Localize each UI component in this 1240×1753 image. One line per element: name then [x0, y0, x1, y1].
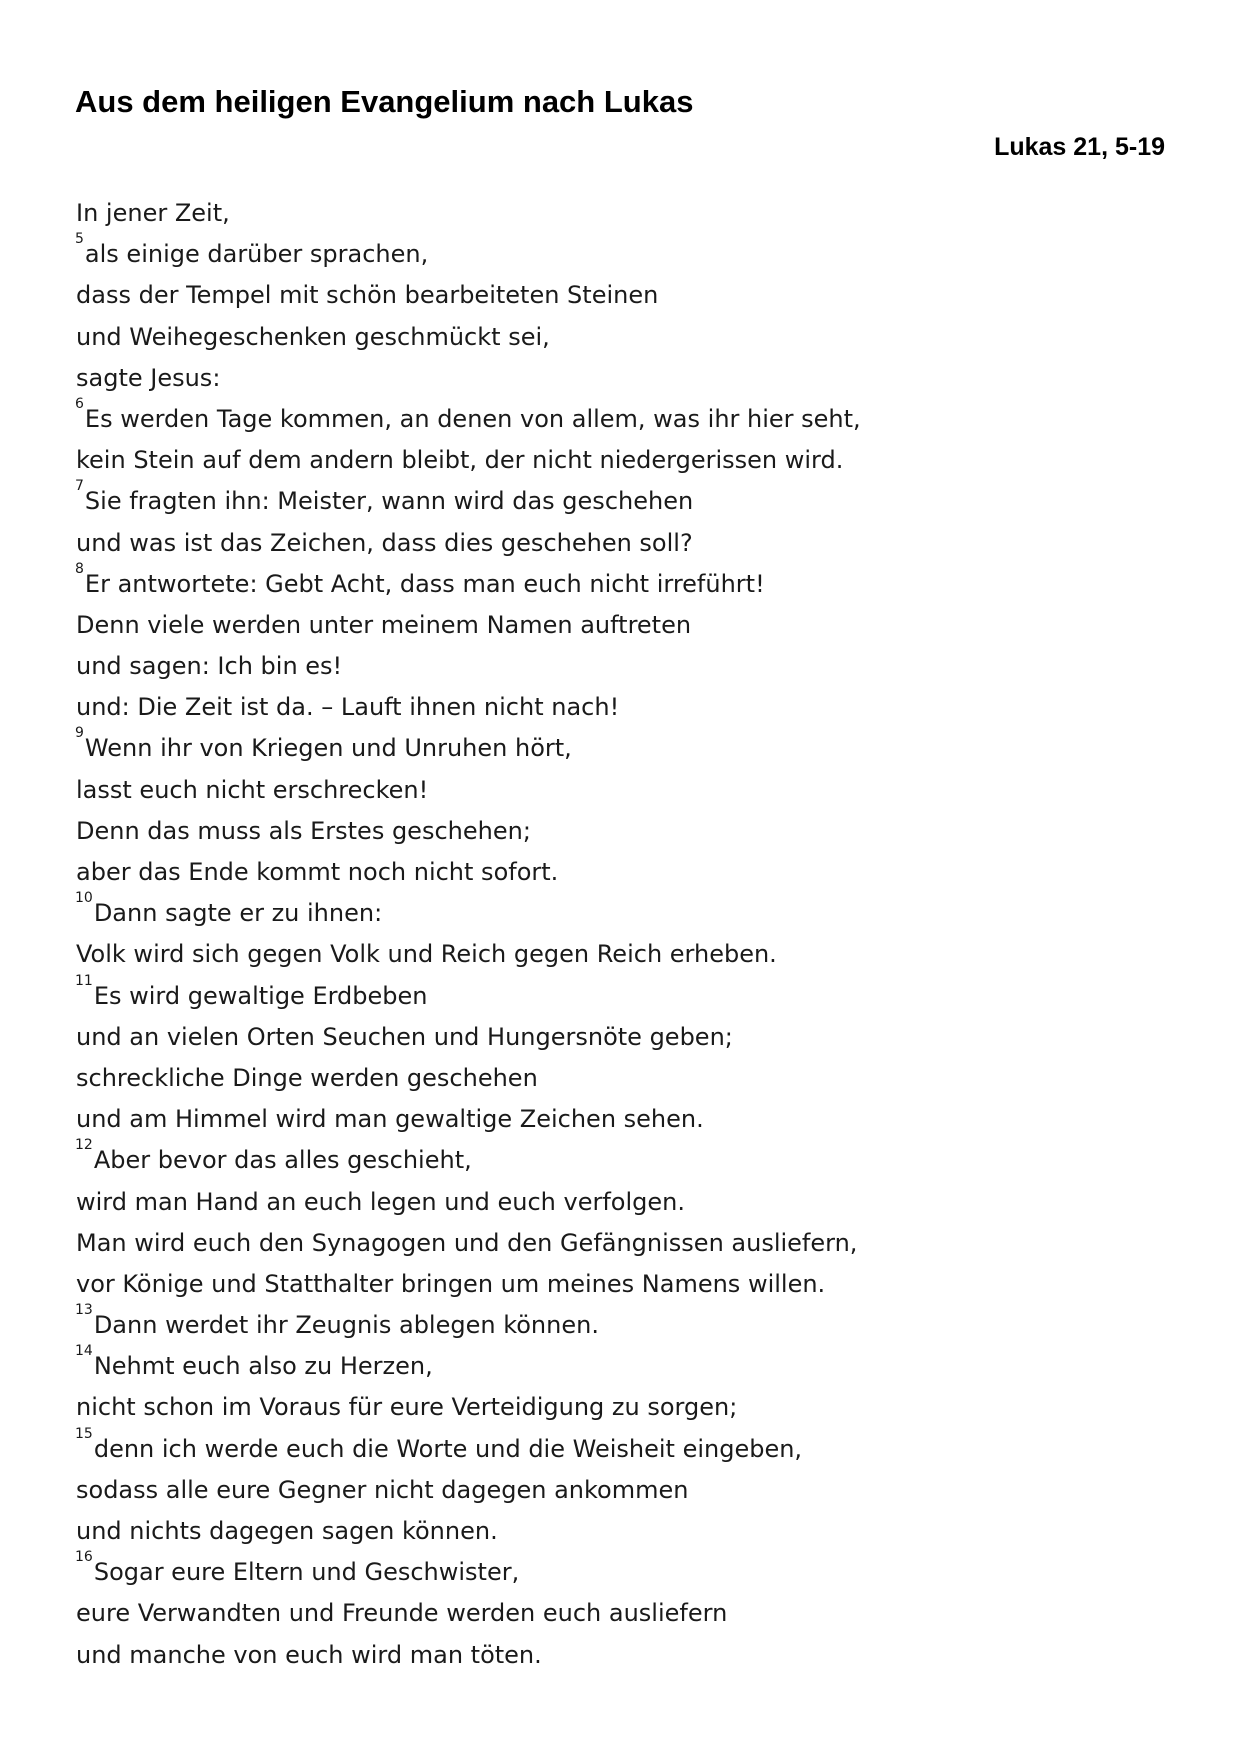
- line-text: Wenn ihr von Kriegen und Unruhen hört,: [84, 734, 572, 763]
- text-line: [75, 188, 1075, 229]
- line-text: Dann werdet ihr Zeugnis ablegen können.: [93, 1311, 599, 1340]
- verse-number: 14: [75, 1343, 93, 1360]
- text-line: [75, 1341, 1075, 1382]
- text-line: [75, 394, 1075, 435]
- text-line: [75, 1630, 1075, 1671]
- text-line: [75, 1424, 1075, 1465]
- verse-number: 10: [75, 890, 93, 907]
- text-line: [75, 435, 1075, 476]
- line-text: Man wird euch den Synagogen und den Gefängnissen ausliefern,: [76, 1228, 858, 1257]
- text-line: [75, 682, 1075, 723]
- line-text: und Weihegeschenken geschmückt sei,: [76, 322, 550, 351]
- verse-number: 5: [75, 231, 84, 248]
- line-text: dass der Tempel mit schön bearbeiteten Steinen: [76, 281, 659, 310]
- line-text: denn ich werde euch die Worte und die Weisheit eingeben,: [93, 1434, 803, 1463]
- line-text: und an vielen Orten Seuchen und Hungersnöte geben;: [76, 1022, 733, 1051]
- text-line: [75, 1218, 1075, 1259]
- verse-number: 7: [75, 478, 84, 495]
- line-text: wird man Hand an euch legen und euch verfolgen.: [76, 1187, 685, 1216]
- line-text: schreckliche Dinge werden geschehen: [76, 1063, 538, 1092]
- text-line: [75, 1300, 1075, 1341]
- verse-number: 11: [75, 972, 93, 989]
- verse-number: 8: [75, 560, 84, 577]
- line-text: und sagen: Ich bin es!: [76, 652, 343, 681]
- text-line: [75, 1012, 1075, 1053]
- text-line: [75, 1177, 1075, 1218]
- line-text: sagte Jesus:: [76, 363, 221, 392]
- text-line: [75, 1135, 1075, 1176]
- text-line: [75, 641, 1075, 682]
- line-text: Aber bevor das alles geschieht,: [93, 1146, 472, 1175]
- text-line: [75, 312, 1075, 353]
- text-line: [75, 600, 1075, 641]
- text-line: [75, 559, 1075, 600]
- text-line: [75, 518, 1075, 559]
- text-line: [75, 1094, 1075, 1135]
- line-text: und nichts dagegen sagen können.: [76, 1517, 498, 1545]
- line-text: und manche von euch wird man töten.: [76, 1640, 542, 1669]
- document-title: Aus dem heiligen Evangelium nach Lukas: [75, 84, 694, 119]
- text-line: [75, 929, 1075, 970]
- line-text: Denn das muss als Erstes geschehen;: [76, 816, 531, 845]
- line-text: eure Verwandten und Freunde werden euch ausliefern: [76, 1599, 728, 1628]
- text-line: [75, 888, 1075, 929]
- line-text: Sogar eure Eltern und Geschwister,: [93, 1558, 520, 1587]
- line-text: vor Könige und Statthalter bringen um meines Namens willen.: [76, 1269, 826, 1298]
- text-line: [75, 847, 1075, 888]
- text-line: [75, 476, 1075, 517]
- text-line: [75, 1588, 1075, 1629]
- line-text: Nehmt euch also zu Herzen,: [93, 1352, 433, 1381]
- line-text: und: Die Zeit ist da. – Lauft ihnen nicht nach!: [76, 693, 620, 722]
- text-line: [75, 971, 1075, 1012]
- line-text: kein Stein auf dem andern bleibt, der nicht niedergerissen wird.: [76, 446, 844, 475]
- line-text: nicht schon im Voraus für eure Verteidigung zu sorgen;: [76, 1393, 738, 1422]
- gospel-text: [75, 188, 1075, 1671]
- document-page: [75, 0, 1165, 1753]
- text-line: [75, 353, 1075, 394]
- text-line: [75, 1053, 1075, 1094]
- verse-number: 16: [75, 1549, 93, 1566]
- text-line: [75, 1547, 1075, 1588]
- line-text: aber das Ende kommt noch nicht sofort.: [76, 858, 559, 886]
- text-line: [75, 1382, 1075, 1423]
- verse-number: 13: [75, 1302, 93, 1319]
- text-line: [75, 270, 1075, 311]
- text-line: [75, 1465, 1075, 1506]
- text-line: [75, 723, 1075, 764]
- verse-number: 9: [75, 725, 84, 742]
- line-text: und am Himmel wird man gewaltige Zeichen sehen.: [76, 1105, 704, 1134]
- line-text: Sie fragten ihn: Meister, wann wird das geschehen: [84, 487, 694, 516]
- verse-number: 6: [75, 395, 84, 412]
- text-line: [75, 229, 1075, 270]
- text-line: [75, 1506, 1075, 1547]
- line-text: Denn viele werden unter meinem Namen auftreten: [76, 610, 692, 639]
- line-text: In jener Zeit,: [76, 199, 230, 227]
- line-text: lasst euch nicht erschrecken!: [76, 775, 429, 804]
- text-line: [75, 765, 1075, 806]
- line-text: Dann sagte er zu ihnen:: [93, 899, 383, 928]
- line-text: Es wird gewaltige Erdbeben: [93, 981, 428, 1010]
- line-text: sodass alle eure Gegner nicht dagegen ankommen: [76, 1475, 689, 1504]
- line-text: als einige darüber sprachen,: [84, 240, 429, 269]
- line-text: und was ist das Zeichen, dass dies geschehen soll?: [76, 528, 693, 557]
- text-line: [75, 1259, 1075, 1300]
- verse-number: 12: [75, 1137, 93, 1154]
- scripture-reference: Lukas 21, 5-19: [994, 133, 1165, 161]
- line-text: Volk wird sich gegen Volk und Reich gegen Reich erheben.: [76, 940, 777, 969]
- line-text: Es werden Tage kommen, an denen von allem, was ihr hier seht,: [84, 404, 861, 433]
- text-line: [75, 806, 1075, 847]
- verse-number: 15: [75, 1425, 93, 1442]
- line-text: Er antwortete: Gebt Acht, dass man euch nicht irreführt!: [84, 569, 765, 598]
